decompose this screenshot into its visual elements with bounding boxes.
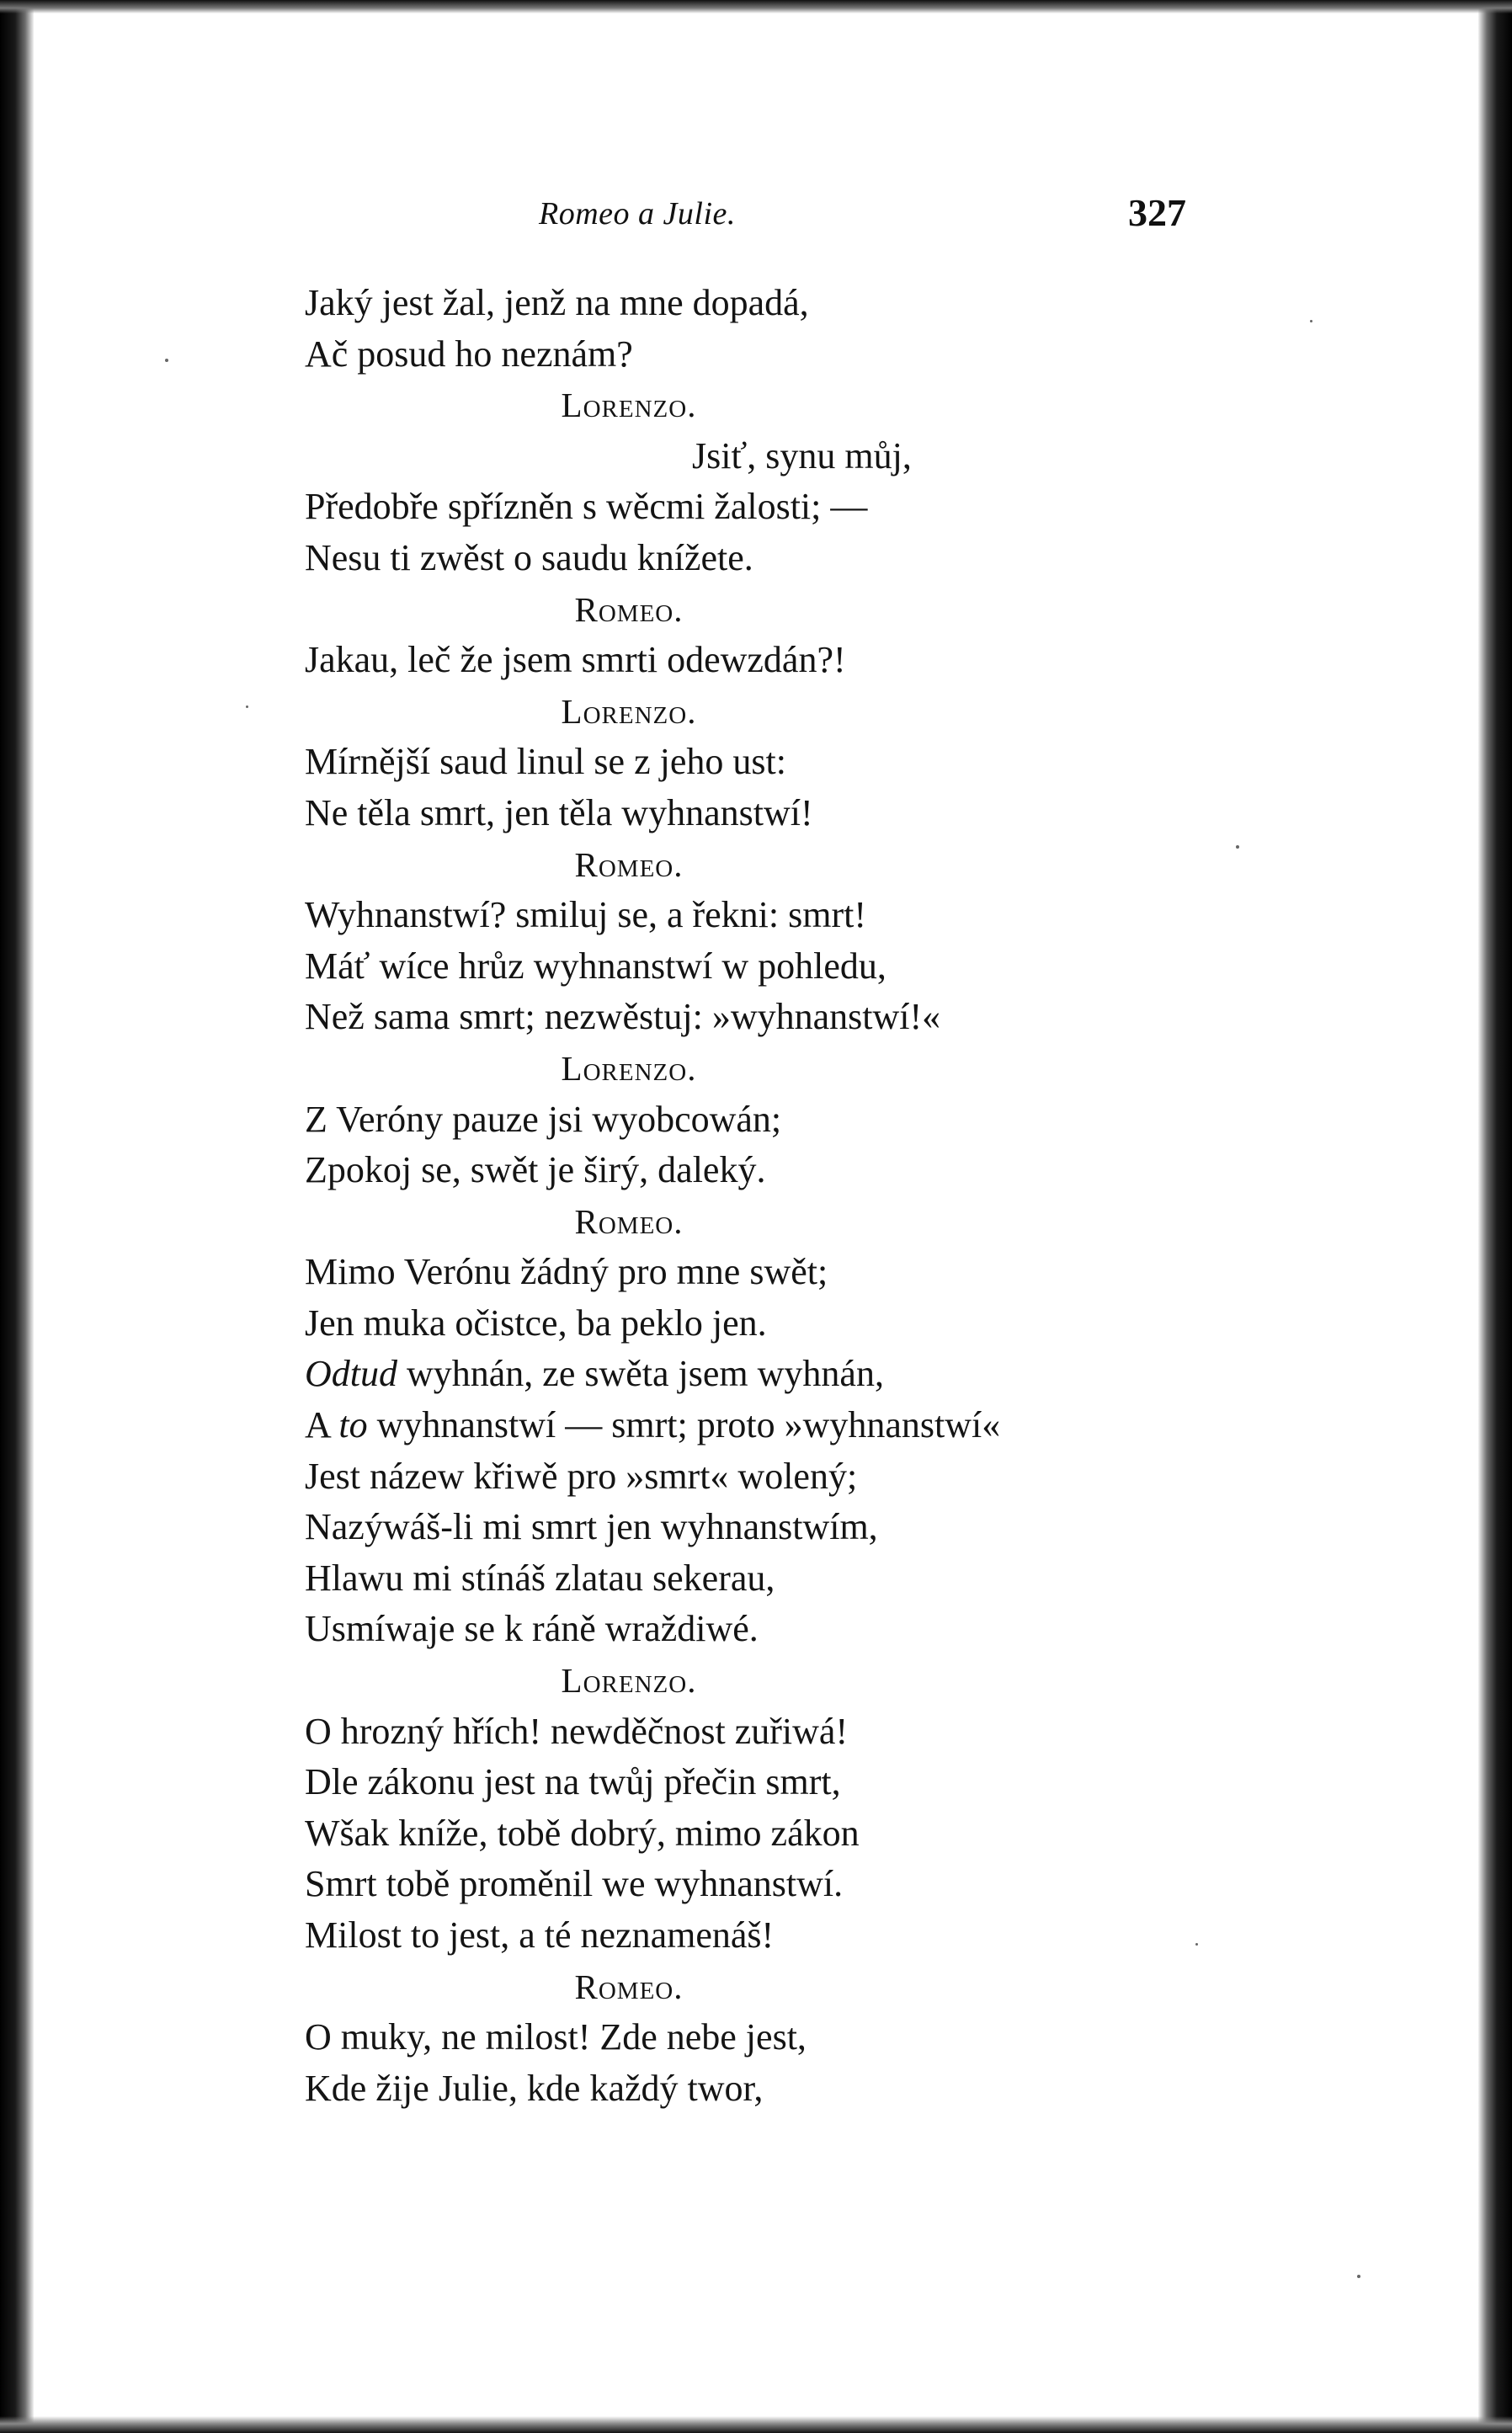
verse-line: Jest názew křiwě pro »smrt« wolený; — [305, 1455, 858, 1497]
speaker-name: Romeo. — [574, 589, 684, 629]
speaker-name: Lorenzo. — [561, 1048, 697, 1088]
scan-speck — [1195, 1943, 1198, 1946]
scan-edge-top — [0, 0, 1512, 13]
verse-line: Smrt tobě proměnil we wyhnanstwí. — [305, 1863, 844, 1905]
verse-line: Mimo Verónu žádný pro mne swět; — [305, 1251, 828, 1293]
verse-line-italic: to — [338, 1404, 368, 1446]
verse-line — [305, 1349, 1147, 1400]
speaker-name: Romeo. — [574, 1967, 684, 2006]
verse-line: Jsiť, synu můj, — [692, 434, 912, 476]
verse-line: Než sama smrt; nezwěstuj: »wyhnanstwí!« — [305, 996, 941, 1038]
speaker-name: Lorenzo. — [561, 691, 697, 731]
verse-line: Jaký jest žal, jenž na mne dopadá, — [305, 282, 809, 323]
verse-line: Dle zákonu jest na twůj přečin smrt, — [305, 1761, 841, 1803]
verse-line: Milost to jest, a té neznamenáš! — [305, 1914, 775, 1956]
verse-line: Ač posud ho neznám? — [305, 333, 633, 375]
speaker-name: Lorenzo. — [561, 1661, 697, 1701]
verse-line: O muky, ne milost! Zde nebe jest, — [305, 2016, 807, 2058]
verse-line: Ne těla smrt, jen těla wyhnanstwí! — [305, 791, 813, 833]
verse-line: Předobře spřízněn s wěcmi žalosti; — — [305, 486, 868, 528]
verse-line: Wyhnanstwí? smiluj se, a řekni: smrt! — [305, 894, 867, 936]
scan-speck — [165, 359, 168, 362]
verse-line-lead: A — [305, 1404, 339, 1446]
scan-speck — [1357, 2275, 1360, 2278]
verse-line: Jakau, leč že jsem smrti odewzdán?! — [305, 639, 846, 681]
verse-line: Hlawu mi stínáš zlatau sekerau, — [305, 1557, 775, 1599]
verse-line: Z Veróny pauze jsi wyobcowán; — [305, 1098, 782, 1140]
verse-line: Zpokoj se, swět je širý, daleký. — [305, 1149, 766, 1191]
page-number: 327 — [1128, 191, 1186, 234]
verse-line: Mírnější saud linul se z jeho ust: — [305, 741, 786, 783]
verse-line: Nazýwáš-li mi smrt jen wyhnanstwím, — [305, 1506, 878, 1548]
speaker-name: Romeo. — [574, 844, 684, 884]
verse-line: Máť wíce hrůz wyhnanstwí w pohledu, — [305, 945, 886, 987]
scan-speck — [1236, 845, 1239, 849]
scan-edge-right — [1478, 0, 1512, 2433]
scan-speck — [1310, 320, 1312, 322]
verse-line-rest: wyhnanstwí — smrt; proto »wyhnanstwí« — [367, 1404, 1001, 1446]
verse-line: O hrozný hřích! newděčnost zuřiwá! — [305, 1710, 849, 1752]
verse-line: Jen muka očistce, ba peklo jen. — [305, 1302, 767, 1344]
verse-line — [305, 1400, 1147, 1451]
scan-speck — [246, 705, 248, 708]
running-title: Romeo a Julie. — [539, 196, 736, 232]
verse-line: Nesu ti zwěst o saudu knížete. — [305, 536, 753, 578]
play-text — [305, 278, 1147, 2114]
verse-line-rest: wyhnán, ze swěta jsem wyhnán, — [397, 1353, 884, 1395]
scan-edge-bottom — [0, 2416, 1512, 2433]
verse-line: Usmíwaje se k ráně wraždiwé. — [305, 1608, 759, 1650]
verse-line: Kde žije Julie, kde každý twor, — [305, 2067, 764, 2109]
verse-line: Wšak kníže, tobě dobrý, mimo zákon — [305, 1812, 860, 1854]
scan-edge-left — [0, 0, 34, 2433]
speaker-name: Romeo. — [574, 1201, 684, 1241]
speaker-name: Lorenzo. — [561, 386, 697, 425]
verse-line-italic: Odtud — [305, 1353, 397, 1395]
